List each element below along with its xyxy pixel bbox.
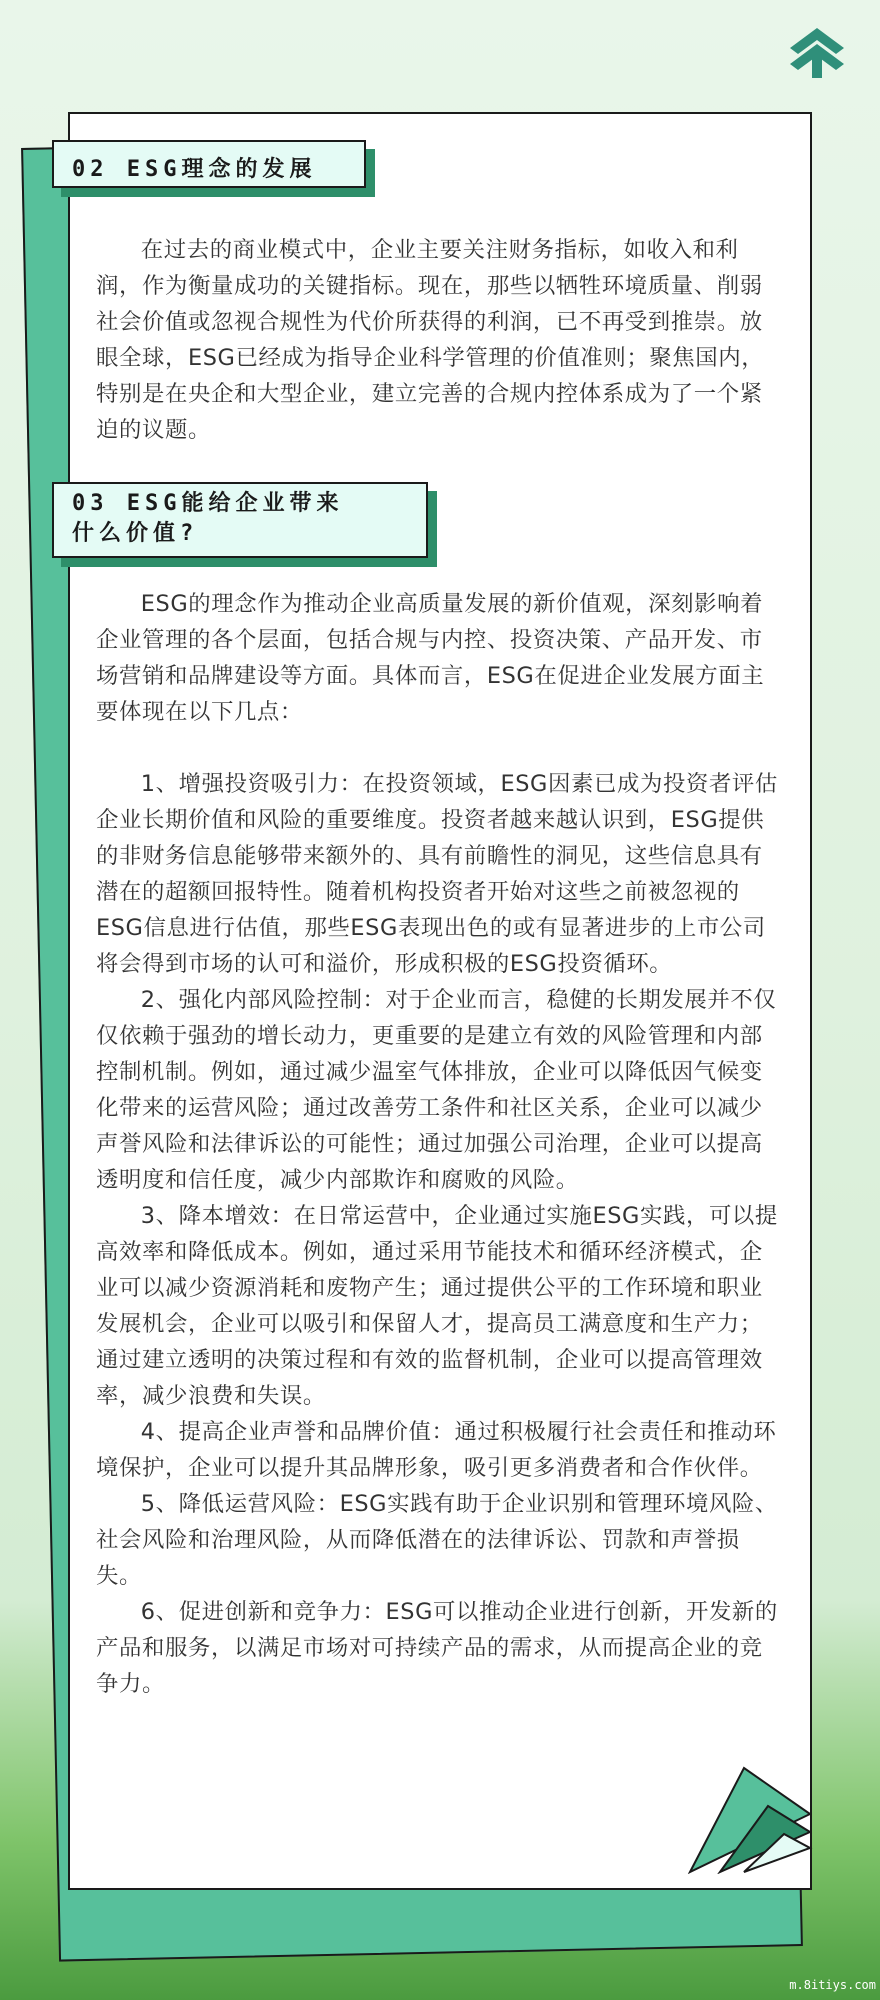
section-heading-esg-value <box>52 482 428 558</box>
point-3: 3、降本增效：在日常运营中，企业通过实施ESG实践，可以提高效率和降低成本。例如，通过采用节能技术和循环经济模式，企业可以减少资源消耗和废物产生；通过提供公平的工作环境和职业发展机会，企业可以吸引和保留人才，提高员工满意度和生产力；通过建立透明的决策过程和有效的监督机制，企业可以提高管理效率，减少浪费和失误。 <box>96 1203 778 1409</box>
section-2-body <box>96 232 784 448</box>
point-4: 4、提高企业声誉和品牌价值：通过积极履行社会责任和推动环境保护，企业可以提升其品牌形象，吸引更多消费者和合作伙伴。 <box>96 1419 777 1481</box>
section-3-body <box>96 586 784 1702</box>
intro-paragraph: ESG的理念作为推动企业高质量发展的新价值观，深刻影响着企业管理的各个层面，包括合规与内控、投资决策、产品开发、市场营销和品牌建设等方面。具体而言，ESG在促进企业发展方面主要体现在以下几点： <box>96 591 765 725</box>
page-fold-decoration <box>686 1766 814 1874</box>
point-2: 2、强化内部风险控制：对于企业而言，稳健的长期发展并不仅仅依赖于强劲的增长动力，更重要的是建立有效的风险管理和内部控制机制。例如，通过减少温室气体排放，企业可以降低因气候变化带来的运营风险；通过改善劳工条件和社区关系，企业可以减少声誉风险和法律诉讼的可能性；通过加强公司治理，企业可以提高透明度和信任度，减少内部欺诈和腐败的风险。 <box>96 987 777 1193</box>
heading-text: 02 ESG理念的发展 <box>72 157 317 182</box>
point-6: 6、促进创新和竞争力：ESG可以推动企业进行创新，开发新的产品和服务，以满足市场对可持续产品的需求，从而提高企业的竞争力。 <box>96 1599 778 1697</box>
spacer <box>96 730 784 766</box>
paragraph: 在过去的商业模式中，企业主要关注财务指标，如收入和利润，作为衡量成功的关键指标。现在，那些以牺牲环境质量、削弱社会价值或忽视合规性为代价所获得的利润，已不再受到推崇。放眼全球，ESG已经成为指导企业科学管理的价值准则；聚焦国内，特别是在央企和大型企业，建立完善的合规内控体系成为了一个紧迫的议题。 <box>96 237 765 443</box>
heading-text-line2: 什么价值? <box>72 521 199 546</box>
heading-text-line1: 03 ESG能给企业带来 <box>72 491 344 516</box>
chevron-logo-icon <box>786 24 848 80</box>
point-1: 1、增强投资吸引力：在投资领域，ESG因素已成为投资者评估企业长期价值和风险的重要维度。投资者越来越认识到，ESG提供的非财务信息能够带来额外的、具有前瞻性的洞见，这些信息具有潜在的超额回报特性。随着机构投资者开始对这些之前被忽视的ESG信息进行估值，那些ESG表现出色的或有显著进步的上市公司将会得到市场的认可和溢价，形成积极的ESG投资循环。 <box>96 771 778 977</box>
watermark: m.8itiys.com <box>789 1978 876 1992</box>
section-heading-esg-development <box>52 140 366 188</box>
point-5: 5、降低运营风险：ESG实践有助于企业识别和管理环境风险、社会风险和治理风险，从而降低潜在的法律诉讼、罚款和声誉损失。 <box>96 1491 778 1589</box>
